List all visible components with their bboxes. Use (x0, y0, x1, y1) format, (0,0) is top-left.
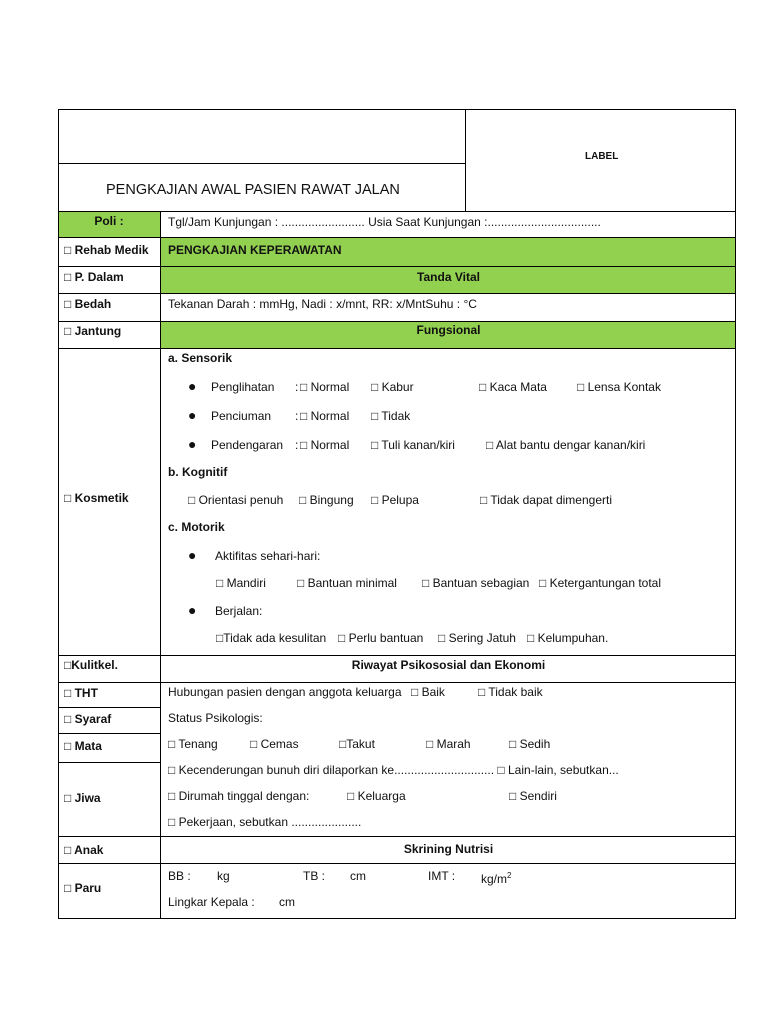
pengkajian-heading: PENGKAJIAN KEPERAWATAN (168, 243, 342, 257)
kunjungan-line: Tgl/Jam Kunjungan : ......................... Usia Saat Kunjungan :.................................. (168, 215, 601, 229)
tb-unit: cm (350, 869, 366, 883)
poli-syaraf[interactable]: □ Syaraf (64, 712, 112, 726)
form-title: PENGKAJIAN AWAL PASIEN RAWAT JALAN (106, 182, 400, 198)
psikologis-tenang[interactable]: □ Tenang (168, 737, 218, 751)
assessment-form (58, 109, 736, 919)
imt-label: IMT : (428, 869, 456, 883)
hubungan-label: Hubungan pasien dengan anggota keluarga (168, 685, 402, 699)
kognitif-bingung[interactable]: □ Bingung (299, 493, 354, 507)
tb-label: TB : (303, 869, 326, 883)
berjalan-tidak-ada-kesulitan[interactable]: □Tidak ada kesulitan (216, 631, 327, 645)
poli-bedah[interactable]: □ Bedah (64, 297, 112, 311)
poli-kulitkel[interactable]: □Kulitkel. (64, 658, 118, 672)
bullet-icon: ● (188, 407, 197, 423)
bunuh-diri-line[interactable]: □ Kecenderungan bunuh diri dilaporkan ke.............................. □ Lain-lain, sebutkan... (168, 763, 619, 777)
psikologis-cemas[interactable]: □ Cemas (250, 737, 299, 751)
penciuman-normal[interactable]: □ Normal (300, 409, 350, 423)
berjalan-perlu-bantuan[interactable]: □ Perlu bantuan (338, 631, 424, 645)
fungsional-heading: Fungsional (416, 323, 481, 337)
poli-mata[interactable]: □ Mata (64, 739, 102, 753)
poli-p-dalam[interactable]: □ P. Dalam (64, 270, 124, 284)
kognitif-heading: b. Kognitif (168, 465, 228, 479)
status-psikologis-label: Status Psikologis: (168, 711, 263, 725)
aktifitas-bantuan-sebagian[interactable]: □ Bantuan sebagian (422, 576, 530, 590)
berjalan-label: Berjalan: (215, 604, 263, 618)
poli-jantung[interactable]: □ Jantung (64, 324, 122, 338)
tinggal-keluarga[interactable]: □ Keluarga (347, 789, 406, 803)
berjalan-sering-jatuh[interactable]: □ Sering Jatuh (438, 631, 516, 645)
aktifitas-label: Aktifitas sehari-hari: (215, 549, 321, 563)
bb-label: BB : (168, 869, 191, 883)
psikologis-sedih[interactable]: □ Sedih (509, 737, 551, 751)
pendengaran-alat-bantu[interactable]: □ Alat bantu dengar kanan/kiri (486, 438, 646, 452)
lingkar-kepala-label: Lingkar Kepala : (168, 895, 255, 909)
bullet-icon: ● (188, 436, 197, 452)
aktifitas-mandiri[interactable]: □ Mandiri (216, 576, 266, 590)
tinggal-label[interactable]: □ Dirumah tinggal dengan: (168, 789, 310, 803)
imt-unit: $kg/m^2$ (481, 871, 512, 886)
penglihatan-kaca-mata[interactable]: □ Kaca Mata (479, 380, 547, 394)
bullet-icon: ● (188, 378, 197, 394)
pendengaran-sep: : (295, 438, 299, 452)
kognitif-orientasi-penuh[interactable]: □ Orientasi penuh (188, 493, 284, 507)
skrining-nutrisi-heading: Skrining Nutrisi (403, 842, 494, 856)
penglihatan-kabur[interactable]: □ Kabur (371, 380, 414, 394)
pendengaran-label: Pendengaran (211, 438, 284, 452)
pekerjaan-line[interactable]: □ Pekerjaan, sebutkan ..................... (168, 815, 362, 829)
aktifitas-ketergantungan-total[interactable]: □ Ketergantungan total (539, 576, 662, 590)
tanda-vital-heading: Tanda Vital (417, 270, 480, 284)
bullet-icon: ● (188, 547, 197, 563)
poli-rehab-medik[interactable]: □ Rehab Medik (64, 243, 149, 257)
pendengaran-tuli[interactable]: □ Tuli kanan/kiri (371, 438, 455, 452)
poli-anak[interactable]: □ Anak (64, 843, 104, 857)
poli-tht[interactable]: □ THT (64, 686, 98, 700)
bullet-icon: ● (188, 602, 197, 618)
motorik-heading: c. Motorik (168, 520, 225, 534)
psikologis-marah[interactable]: □ Marah (426, 737, 471, 751)
vital-signs-line: Tekanan Darah : mmHg, Nadi : x/mnt, RR: x/MntSuhu : °C (168, 297, 477, 311)
hubungan-tidak-baik[interactable]: □ Tidak baik (478, 685, 543, 699)
pendengaran-normal[interactable]: □ Normal (300, 438, 350, 452)
hubungan-baik[interactable]: □ Baik (411, 685, 445, 699)
penciuman-sep: : (295, 409, 299, 423)
bb-unit: kg (217, 869, 230, 883)
poli-paru[interactable]: □ Paru (64, 881, 102, 895)
poli-jiwa[interactable]: □ Jiwa (64, 791, 101, 805)
penciuman-tidak[interactable]: □ Tidak (371, 409, 411, 423)
aktifitas-bantuan-minimal[interactable]: □ Bantuan minimal (297, 576, 397, 590)
penglihatan-label: Penglihatan (211, 380, 275, 394)
penciuman-label: Penciuman (211, 409, 272, 423)
kognitif-tidak-dapat-dimengerti[interactable]: □ Tidak dapat dimengerti (480, 493, 612, 507)
sensorik-heading: a. Sensorik (168, 351, 233, 365)
berjalan-kelumpuhan[interactable]: □ Kelumpuhan. (527, 631, 609, 645)
psikososial-heading: Riwayat Psikososial dan Ekonomi (351, 658, 546, 672)
kognitif-pelupa[interactable]: □ Pelupa (371, 493, 419, 507)
penglihatan-lensa-kontak[interactable]: □ Lensa Kontak (577, 380, 661, 394)
tinggal-sendiri[interactable]: □ Sendiri (509, 789, 557, 803)
penglihatan-sep: : (295, 380, 299, 394)
lingkar-kepala-unit: cm (279, 895, 295, 909)
penglihatan-normal[interactable]: □ Normal (300, 380, 350, 394)
poli-kosmetik[interactable]: □ Kosmetik (64, 491, 129, 505)
label-box: LABEL (585, 151, 619, 162)
poli-header: Poli : (94, 214, 124, 228)
psikologis-takut[interactable]: □Takut (339, 737, 375, 751)
